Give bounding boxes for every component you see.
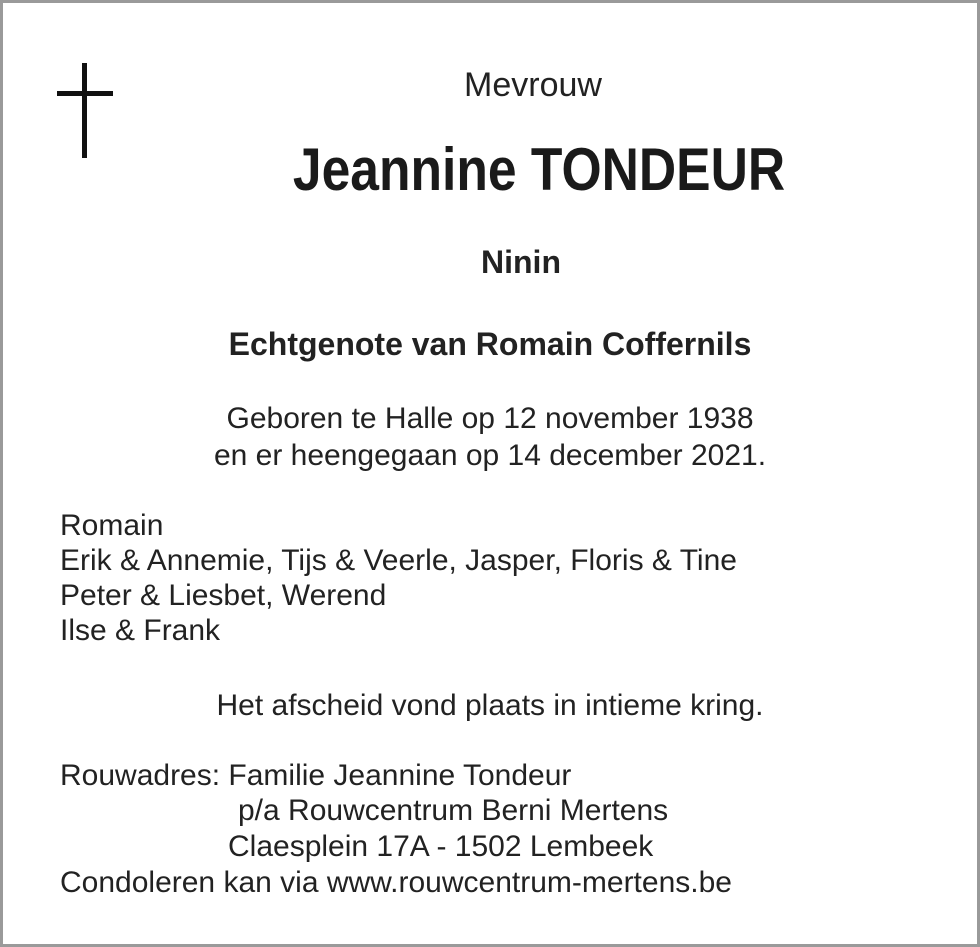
nickname: Ninin xyxy=(481,244,561,280)
address-line-1: Rouwadres: Familie Jeannine Tondeur xyxy=(60,759,572,792)
salutation: Mevrouw xyxy=(464,66,602,104)
death-line: en er heengegaan op 14 december 2021. xyxy=(213,439,767,472)
deceased-name: Jeannine TONDEUR xyxy=(292,136,786,203)
condolence-line: Condoleren kan via www.rouwcentrum-mertens.be xyxy=(60,866,732,899)
birth-line: Geboren te Halle op 12 november 1938 xyxy=(226,402,754,435)
family-line: Erik & Annemie, Tijs & Veerle, Jasper, Floris & Tine xyxy=(60,544,737,577)
spouse-line: Echtgenote van Romain Coffernils xyxy=(228,326,752,362)
farewell-line: Het afscheid vond plaats in intieme kring. xyxy=(216,689,764,722)
address-line-3: Claesplein 17A - 1502 Lembeek xyxy=(228,830,654,863)
family-line: Peter & Liesbet, Werend xyxy=(60,579,387,612)
address-line-2: p/a Rouwcentrum Berni Mertens xyxy=(238,794,669,827)
family-line: Romain xyxy=(60,509,164,542)
family-line: Ilse & Frank xyxy=(60,614,221,647)
